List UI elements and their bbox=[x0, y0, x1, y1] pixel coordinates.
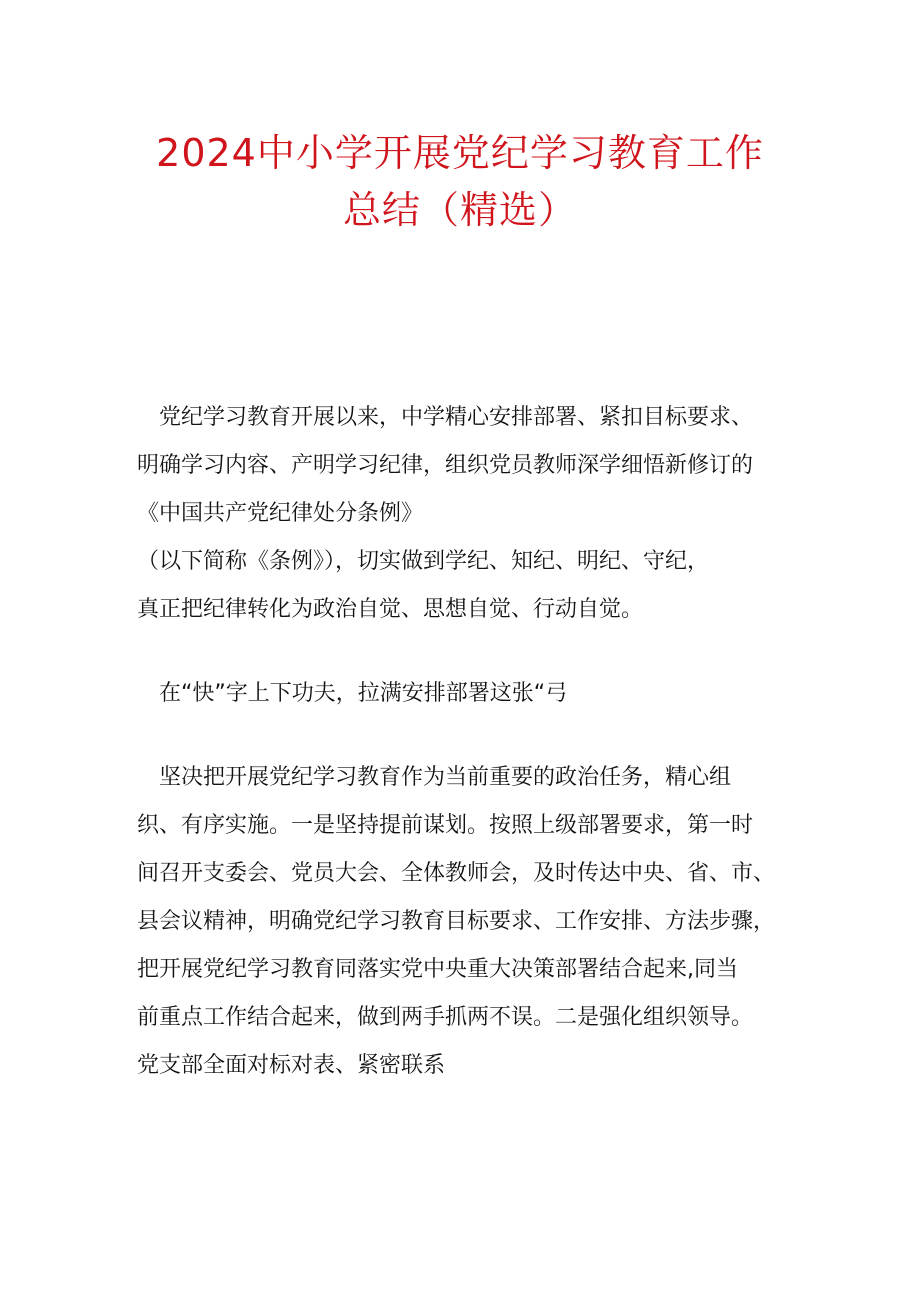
paragraph-3-line-1: 坚决把开展党纪学习教育作为当前重要的政治任务，精心组 bbox=[137, 765, 732, 790]
paragraph-3-line-5: 把开展党纪学习教育同落实党中央重大决策部署结合起来,同当 bbox=[137, 957, 738, 982]
paragraph-3-line-3: 间召开支委会、党员大会、全体教师会，及时传达中央、省、市、 bbox=[137, 861, 776, 886]
paragraph-1-line-3: 《中国共产党纪律处分条例》 bbox=[137, 501, 424, 526]
paragraph-1-line-2: 明确学习内容、产明学习纪律，组织党员教师深学细悟新修订的 bbox=[137, 453, 754, 478]
document-title-line-2: 总结（精选） bbox=[342, 188, 577, 232]
paragraph-3-line-7: 党支部全面对标对表、紧密联系 bbox=[137, 1053, 446, 1078]
paragraph-3-line-2: 织、有序实施。一是坚持提前谋划。按照上级部署要求，第一时 bbox=[137, 813, 754, 838]
paragraph-1-line-1: 党纪学习教育开展以来，中学精心安排部署、紧扣目标要求、 bbox=[137, 405, 754, 430]
paragraph-3-line-4: 县会议精神，明确党纪学习教育目标要求、工作安排、方法步骤， bbox=[137, 909, 776, 934]
paragraph-2-line-1: 在“快”字上下功夫，拉满安排部署这张“弓 bbox=[137, 681, 568, 706]
paragraph-1-line-4: （以下简称《条例》），切实做到学纪、知纪、明纪、守纪， bbox=[137, 549, 710, 574]
paragraph-1-line-5: 真正把纪律转化为政治自觉、思想自觉、行动自觉。 bbox=[137, 597, 644, 622]
document-title-line-1: 2024中小学开展党纪学习教育工作 bbox=[156, 131, 764, 175]
paragraph-3-line-6: 前重点工作结合起来，做到两手抓两不误。二是强化组织领导。 bbox=[137, 1005, 754, 1030]
